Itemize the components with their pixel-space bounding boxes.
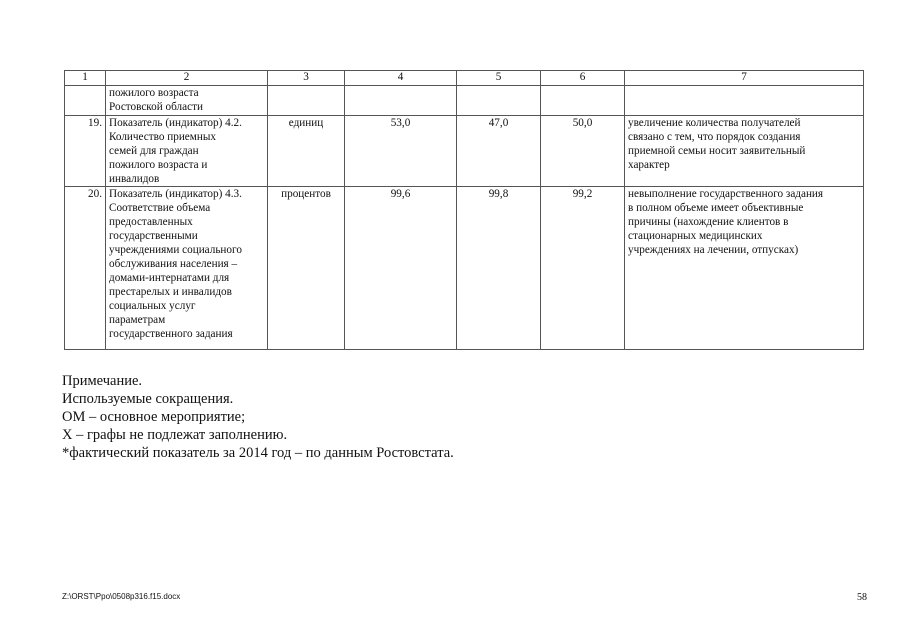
note-line: Используемые сокращения. [62, 391, 234, 407]
row-number [65, 86, 106, 116]
indicator-name-line: социальных услуг [109, 300, 196, 312]
indicator-name-line: инвалидов [109, 173, 160, 185]
indicator-name-line: Показатель (индикатор) 4.2. [109, 117, 242, 129]
note-line: ОМ – основное мероприятие; [62, 409, 246, 425]
indicator-name-line: государственного задания [109, 328, 233, 340]
indicator-name [106, 116, 268, 187]
comment-line: в полном объеме имеет объективные [628, 202, 804, 214]
value-cell [457, 86, 541, 116]
row-number: 20. [65, 187, 106, 350]
indicator-name-line: Ростовской области [109, 101, 203, 113]
indicator-table [64, 70, 864, 350]
comment-cell [625, 86, 864, 116]
column-header: 7 [625, 71, 864, 86]
comment-line: стационарных медицинских [628, 230, 763, 242]
unit-cell [268, 86, 345, 116]
indicator-name-line: домами-интернатами для [109, 272, 230, 284]
indicator-name [106, 187, 268, 350]
note-line: *фактический показатель за 2014 год – по данным Ростовстата. [62, 445, 454, 461]
column-header: 6 [541, 71, 625, 86]
header-row [65, 71, 864, 86]
value-cell: 50,0 [541, 116, 625, 187]
row-number: 19. [65, 116, 106, 187]
comment-cell [625, 116, 864, 187]
unit-cell: единиц [268, 116, 345, 187]
value-cell: 99,6 [345, 187, 457, 350]
comment-line: увеличение количества получателей [628, 117, 801, 129]
indicator-name-line: Соответствие объема [109, 202, 211, 214]
table-row [65, 116, 864, 187]
indicator-name-line: предоставленных [109, 216, 193, 228]
indicator-name-line: Количество приемных [109, 131, 216, 143]
comment-line: характер [628, 159, 670, 171]
comment-cell [625, 187, 864, 350]
table-row [65, 187, 864, 350]
value-cell: 47,0 [457, 116, 541, 187]
column-header: 1 [65, 71, 106, 86]
comment-line: приемной семьи носит заявительный [628, 145, 806, 157]
footer-file-path: Z:\ORST\Ppo\0508p316.f15.docx [62, 592, 181, 601]
value-cell: 99,2 [541, 187, 625, 350]
value-cell: 53,0 [345, 116, 457, 187]
column-header: 3 [268, 71, 345, 86]
unit-cell: процентов [268, 187, 345, 350]
value-cell: 99,8 [457, 187, 541, 350]
notes-block [62, 372, 454, 462]
indicator-name-line: государственными [109, 230, 198, 242]
comment-line: связано с тем, что порядок создания [628, 131, 801, 143]
indicator-name-line: параметрам [109, 314, 166, 326]
comment-line: учреждениях на лечении, отпусках) [628, 244, 799, 256]
column-header: 5 [457, 71, 541, 86]
indicator-name [106, 86, 268, 116]
column-header: 4 [345, 71, 457, 86]
indicator-name-line: престарелых и инвалидов [109, 286, 232, 298]
value-cell [541, 86, 625, 116]
page-number: 58 [857, 592, 867, 603]
note-heading: Примечание. [62, 373, 143, 389]
indicator-name-line: пожилого возраста [109, 87, 199, 99]
indicator-name-line: обслуживания населения – [109, 258, 238, 270]
indicator-name-line: пожилого возраста и [109, 159, 208, 171]
indicator-name-line: семей для граждан [109, 145, 199, 157]
column-header: 2 [106, 71, 268, 86]
comment-line: невыполнение государственного задания [628, 188, 824, 200]
value-cell [345, 86, 457, 116]
indicator-name-line: Показатель (индикатор) 4.3. [109, 188, 242, 200]
comment-line: причины (нахождение клиентов в [628, 216, 789, 228]
note-line: Х – графы не подлежат заполнению. [62, 427, 288, 443]
indicator-name-line: учреждениями социального [109, 244, 242, 256]
table-row [65, 86, 864, 116]
